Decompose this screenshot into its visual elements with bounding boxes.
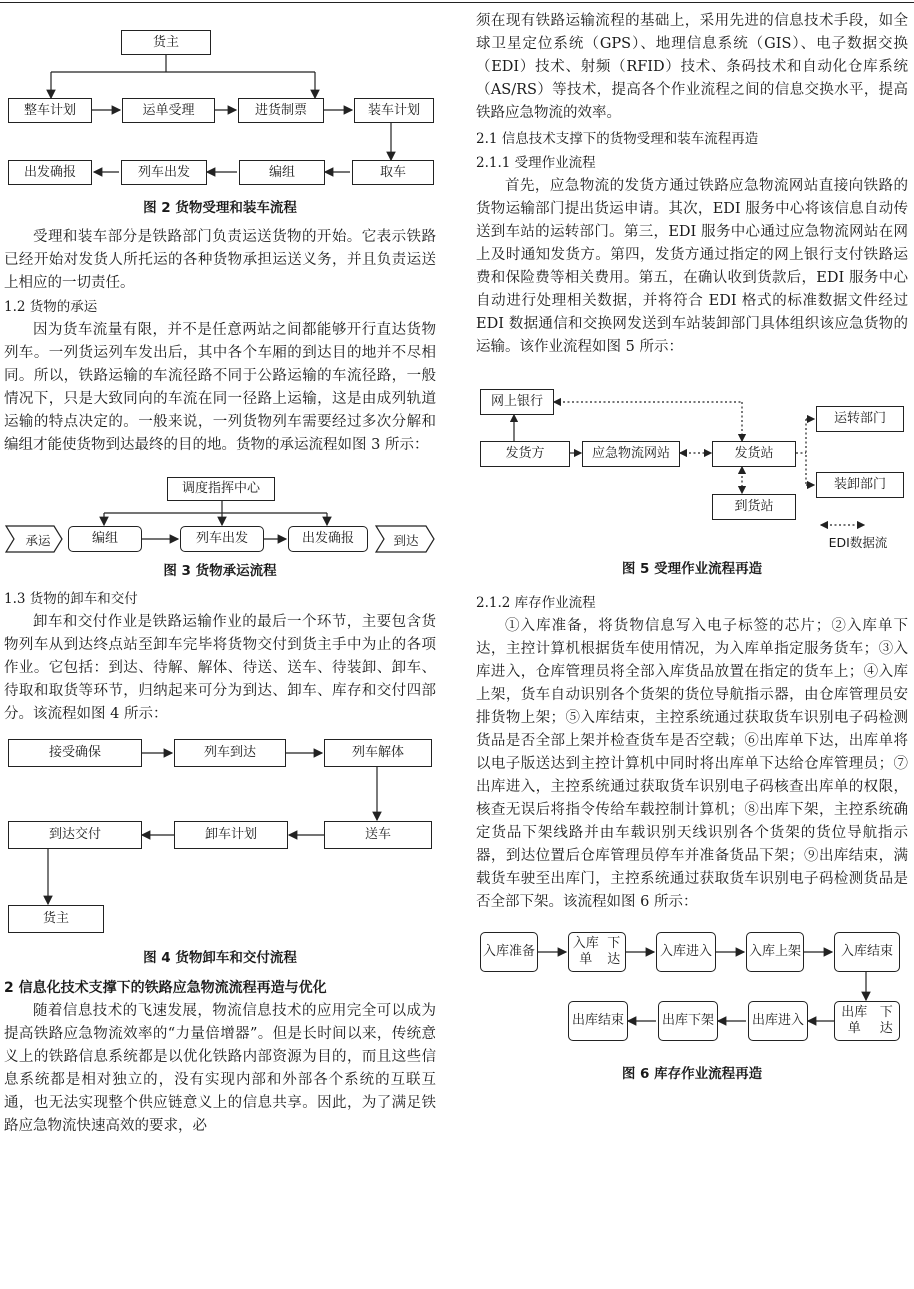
fig6-box-line: 出库 (751, 1013, 778, 1028)
fig6-box-line: 上架 (775, 944, 802, 959)
fig3-end-label: 到达 (393, 533, 419, 548)
fig6-row1-box (568, 932, 626, 972)
fig3-start-label: 承运 (25, 533, 51, 548)
fig6-row1-box (656, 932, 716, 972)
fig2-row1-box: 进货制票 (238, 98, 324, 123)
figure-3 (4, 463, 436, 559)
fig6-box-line: 准备 (509, 944, 536, 959)
paragraph: 随着信息技术的飞速发展，物流信息技术的应用完全可以成为提高铁路应急物流效率的“力量倍增器”。但是长时间以来，传统意义上的铁路信息系统都是以优化铁路内部资源为目的，而且这些信息系统都是相对独立的，没有实现内部和外部各个系统的互联互通，也无法实现整个供应链意义上的信息共享。因此，为了满足铁路应急物流快速高效的要求，必 (4, 1003, 436, 1134)
left-column (4, 10, 436, 1138)
paragraph: 卸车和交付作业是铁路运输作业的最后一个环节，主要包含货物列车从到达终点站至卸车完毕将货物交付到货主手中为止的各项作业。它包括：到达、待解、解体、待送、送车、待装卸、卸车、待取和取货等环节，归纳起来可分为到达、卸车、库存和交付四部分。该流程如图 4 所示： (4, 614, 436, 722)
figure-2 (4, 10, 436, 190)
fig6-box-line: 下架 (688, 1013, 715, 1028)
fig3-top-box: 调度指挥中心 (167, 477, 275, 501)
fig2-row2-box: 出发确报 (8, 160, 92, 185)
paragraph: 首先，应急物流的发货方通过铁路应急物流网站直接向铁路的货物运输部门提出货运申请。其次，EDI 服务中心将该信息自动传送到车站的运转部门。第三，EDI 服务中心通过应急物流网站在网上及时通知发货方。第四，发货方通过指定的网上银行支付铁路运费和保险费等相关费用。第五，在确认收到货款后，EDI 服务中心自动进行处理相关数据，并将符合 EDI 格式的标准数据文件经过 EDI 数据通信和交换网发送到车站装卸部门具体组织该应急货物的运输。该作业流程如图 5 所示： (476, 178, 908, 355)
fig2-row2-box: 编组 (239, 160, 325, 185)
fig3-box: 出发确报 (288, 526, 368, 552)
fig6-box-line: 下达 (607, 936, 621, 967)
fig5-legend-label: EDI数据流 (828, 535, 888, 550)
figure-4 (4, 734, 436, 944)
section-heading-2-1: 2.1 信息技术支撑下的货物受理和装车流程再造 (476, 131, 759, 147)
fig6-box-line: 出库 (571, 1013, 598, 1028)
fig4-row2-box: 到达交付 (8, 821, 142, 849)
fig6-box-line: 出库 (661, 1013, 688, 1028)
figure-6-caption: 图 6 库存作业流程再造 (621, 1066, 763, 1082)
fig6-row2-box (568, 1001, 628, 1041)
fig6-box-line: 入库单 (572, 936, 599, 967)
fig5-bank-box: 网上银行 (480, 389, 554, 415)
fig2-row2-box: 列车出发 (121, 160, 207, 185)
paragraph: 因为货车流量有限，并不是任意两站之间都能够开行直达货物列车。一列货运列车发出后，其中各个车厢的到达目的地并不尽相同。所以，铁路运输的车流径路不同于公路运输的车流径路，一般情况下，只是大致同向的车流在同一径路上运输，这是由成列轨道运输的特点决定的。一般来说，一列货物列车需要经过多次分解和编组才能使货物到达最终的目的地。货物的承运流程如图 3 所示： (4, 322, 436, 453)
figure-4-caption: 图 4 货物卸车和交付流程 (143, 950, 297, 966)
fig6-box-line: 入库 (659, 944, 686, 959)
fig6-box-line: 结束 (867, 944, 894, 959)
fig5-station-box: 发货站 (712, 441, 796, 467)
fig2-top-box: 货主 (121, 30, 211, 55)
fig4-row1-box: 列车解体 (324, 739, 432, 767)
paragraph: 须在现有铁路运输流程的基础上，采用先进的信息技术手段，如全球卫星定位系统（GPS）、地理信息系统（GIS）、电子数据交换（EDI）技术、射频（RFID）技术、条码技术和自动化仓库系统（AS/RS）等技术，提高各个作业流程之间的信息交换水平，提高铁路应急物流的效率。 (476, 13, 908, 121)
fig6-row1-box (746, 932, 804, 972)
fig6-box-line: 入库 (840, 944, 867, 959)
section-heading-2-1-1: 2.1.1 受理作业流程 (476, 155, 596, 171)
figure-3-caption: 图 3 货物承运流程 (163, 563, 277, 579)
paragraph: 受理和装车部分是铁路部门负责运送货物的开始。它表示铁路已经开始对发货人所托运的各种货物承担运送义务，并且负责运送上相应的一切责任。 (4, 229, 436, 291)
section-heading-1-3: 1.3 货物的卸车和交付 (4, 591, 138, 607)
figure-5-caption: 图 5 受理作业流程再造 (621, 561, 763, 577)
fig3-box: 编组 (68, 526, 142, 552)
header-rule (0, 2, 914, 3)
fig2-row1-box: 运单受理 (122, 98, 215, 123)
fig6-box-line: 出库单 (841, 1005, 868, 1036)
fig2-row1-box: 装车计划 (354, 98, 434, 123)
fig4-row2-box: 卸车计划 (174, 821, 288, 849)
fig6-row1-box (480, 932, 538, 972)
fig6-box-line: 下达 (879, 1005, 893, 1036)
fig5-shipper-box: 发货方 (480, 441, 570, 467)
fig6-box-line: 入库 (748, 944, 775, 959)
fig2-row1-box: 整车计划 (8, 98, 92, 123)
fig3-box: 列车出发 (180, 526, 264, 552)
fig2-row2-box: 取车 (352, 160, 434, 185)
right-column (476, 10, 908, 1084)
fig6-box-line: 结束 (598, 1013, 625, 1028)
fig5-site-box: 应急物流网站 (582, 441, 680, 467)
figure-2-caption: 图 2 货物受理和装车流程 (143, 200, 297, 216)
figure-5 (476, 369, 908, 551)
fig4-last-box: 货主 (8, 905, 104, 933)
figure-6 (476, 926, 908, 1064)
fig5-ops-box: 运转部门 (816, 406, 904, 432)
fig4-row1-box: 接受确保 (8, 739, 142, 767)
paragraph: ①入库准备，将货物信息写入电子标签的芯片；②入库单下达，主控计算机根据货车使用情况，为入库单指定服务货车；③入库进入，仓库管理员将全部入库货品放置在指定的货车上；④入库上架，货车自动识别各个货架的货位导航指示器，由仓库管理员安排货物上架；⑤入库结束，主控系统通过获取货车识别电子码检测货品是否全部上架并检查货车是否空载；⑥出库单下达，出库单将以电子版送达到主控计算机中同时将出库单下达给仓库管理员；⑦出库进入，主控系统通过获取货车识别电子码核查出库单的权限，核查无误后将指令传给车载控制计算机；⑧出库下架，主控系统确定货品下架线路并由车载识别天线识别各个货架的货位导航指示器，到达位置后仓库管理员停车并准备货品下架；⑨出库结束，满载货车驶至出库门，主控系统通过获取货车识别电子码检测货品是否全部下架。该流程如图 6 所示： (476, 618, 908, 910)
fig6-box-line: 入库 (482, 944, 509, 959)
fig5-dest-box: 到货站 (712, 494, 796, 520)
fig4-row2-box: 送车 (324, 821, 432, 849)
fig5-load-box: 装卸部门 (816, 472, 904, 498)
fig6-box-line: 进入 (778, 1013, 805, 1028)
section-heading-2: 2 信息化技术支撑下的铁路应急物流流程再造与优化 (4, 980, 327, 996)
fig6-box-line: 进入 (686, 944, 713, 959)
fig6-row2-box (748, 1001, 808, 1041)
fig6-row2-box (834, 1001, 900, 1041)
fig6-row2-box (658, 1001, 718, 1041)
fig6-row1-box (834, 932, 900, 972)
section-heading-1-2: 1.2 货物的承运 (4, 299, 98, 315)
section-heading-2-1-2: 2.1.2 库存作业流程 (476, 595, 596, 611)
fig4-row1-box: 列车到达 (174, 739, 286, 767)
